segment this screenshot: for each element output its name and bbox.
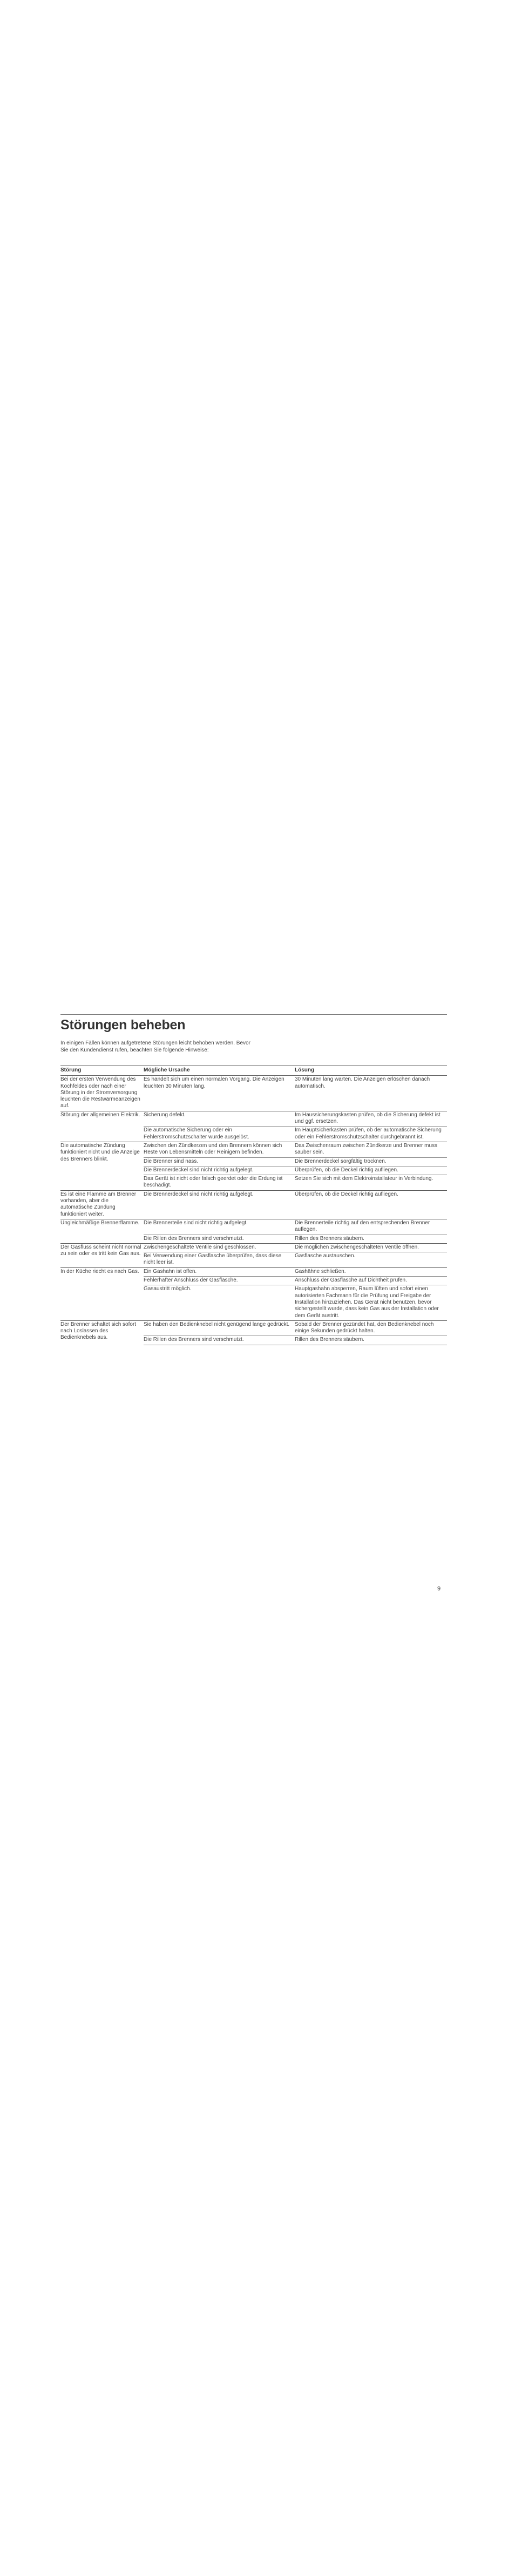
cause-cell: Die automatische Sicherung oder ein Fehlerstromschutzschalter wurde ausgelöst. (144, 1127, 295, 1142)
fault-cell: Störung der allgemeinen Elektrik. (60, 1111, 144, 1142)
solution-cell: Gasflasche austauschen. (295, 1252, 447, 1268)
table-row (60, 1111, 447, 1127)
intro-paragraph: In einigen Fällen können aufgetretene Störungen leicht behoben werden. Bevor Sie den Kundendienst rufen, beachten Sie folgende Hinweise: (60, 1040, 250, 1053)
solution-cell: Überprüfen, ob die Deckel richtig aufliegen. (295, 1190, 447, 1219)
solution-cell: Die möglichen zwischengeschalteten Ventile öffnen. (295, 1243, 447, 1252)
table-row (60, 1320, 447, 1336)
fault-cell: Bei der ersten Verwendung des Kochfeldes oder nach einer Störung in der Stromversorgung leuchten die Restwärmeanzeigen auf. (60, 1076, 144, 1111)
solution-cell: Setzen Sie sich mit dem Elektroinstallateur in Verbindung. (295, 1175, 447, 1191)
cause-cell: Die Brenner sind nass. (144, 1157, 295, 1166)
solution-cell: Sobald der Brenner gezündet hat, den Bedienknebel noch einige Sekunden gedrückt halten. (295, 1320, 447, 1336)
table-row (60, 1243, 447, 1252)
header-cause: Mögliche Ursache (144, 1066, 295, 1076)
solution-cell: Die Brennerdeckel sorgfältig trocknen. (295, 1157, 447, 1166)
cause-cell: Zwischengeschaltete Ventile sind geschlossen. (144, 1243, 295, 1252)
cause-cell: Ein Gashahn ist offen. (144, 1267, 295, 1276)
solution-cell: Das Zwischenraum zwischen Zündkerze und Brenner muss sauber sein. (295, 1142, 447, 1157)
table-row (60, 1267, 447, 1276)
troubleshooting-table (60, 1065, 447, 1345)
cause-cell: Die Brennerteile sind nicht richtig aufgelegt. (144, 1219, 295, 1235)
solution-cell: 30 Minuten lang warten. Die Anzeigen erlöschen danach automatisch. (295, 1076, 447, 1111)
solution-cell: Überprüfen, ob die Deckel richtig aufliegen. (295, 1166, 447, 1175)
table-header-row (60, 1066, 447, 1076)
header-solution: Lösung (295, 1066, 447, 1076)
section-divider (60, 1014, 447, 1015)
solution-cell: Die Brennerteile richtig auf den entsprechenden Brenner auflegen. (295, 1219, 447, 1235)
cause-cell: Bei Verwendung einer Gasflasche überprüfen, dass diese nicht leer ist. (144, 1252, 295, 1268)
solution-cell: Gashähne schließen. (295, 1267, 447, 1276)
fault-cell: Es ist eine Flamme am Brenner vorhanden, aber die automatische Zündung funktioniert weiter. (60, 1190, 144, 1219)
fault-cell: Der Brenner schaltet sich sofort nach Loslassen des Bedienknebels aus. (60, 1320, 144, 1345)
section-title: Störungen beheben (60, 1017, 186, 1033)
cause-cell: Die Brennerdeckel sind nicht richtig aufgelegt. (144, 1166, 295, 1175)
cause-cell: Fehlerhafter Anschluss der Gasflasche. (144, 1277, 295, 1285)
cause-cell: Das Gerät ist nicht oder falsch geerdet oder die Erdung ist beschädigt. (144, 1175, 295, 1191)
solution-cell: Hauptgashahn absperren, Raum lüften und sofort einen autorisierten Fachmann für die Prüfung und Freigabe der Installation hinzuziehen. Das Gerät nicht benutzen, bevor sichergestellt wurde, dass kein Gas aus der Installation oder dem Gerät austritt. (295, 1285, 447, 1320)
cause-cell: Die Rillen des Brenners sind verschmutzt. (144, 1235, 295, 1243)
cause-cell: Gasaustritt möglich. (144, 1285, 295, 1320)
fault-cell: Ungleichmäßige Brennerflamme. (60, 1219, 144, 1243)
table-row (60, 1190, 447, 1219)
cause-cell: Sicherung defekt. (144, 1111, 295, 1127)
table-row (60, 1142, 447, 1157)
fault-cell: In der Küche riecht es nach Gas. (60, 1267, 144, 1320)
cause-cell: Es handelt sich um einen normalen Vorgang. Die Anzeigen leuchten 30 Minuten lang. (144, 1076, 295, 1111)
solution-cell: Rillen des Brenners säubern. (295, 1336, 447, 1345)
solution-cell: Im Haussicherungskasten prüfen, ob die Sicherung defekt ist und ggf. ersetzen. (295, 1111, 447, 1127)
cause-cell: Zwischen den Zündkerzen und den Brennern können sich Reste von Lebensmitteln oder Reinigern befinden. (144, 1142, 295, 1157)
cause-cell: Die Rillen des Brenners sind verschmutzt. (144, 1336, 295, 1345)
solution-cell: Anschluss der Gasflasche auf Dichtheit prüfen. (295, 1277, 447, 1285)
page-number: 9 (437, 1586, 441, 1592)
cause-cell: Sie haben den Bedienknebel nicht genügend lange gedrückt. (144, 1320, 295, 1336)
solution-cell: Im Hauptsicherkasten prüfen, ob der automatische Sicherung oder ein Fehlerstromschutzschalter durchgebrannt ist. (295, 1127, 447, 1142)
fault-cell: Die automatische Zündung funktioniert nicht und die Anzeige des Brenners blinkt. (60, 1142, 144, 1190)
table-row (60, 1076, 447, 1111)
fault-cell: Der Gasfluss scheint nicht normal zu sein oder es tritt kein Gas aus. (60, 1243, 144, 1267)
header-fault: Störung (60, 1066, 144, 1076)
cause-cell: Die Brennerdeckel sind nicht richtig aufgelegt. (144, 1190, 295, 1219)
solution-cell: Rillen des Brenners säubern. (295, 1235, 447, 1243)
table-row (60, 1219, 447, 1235)
